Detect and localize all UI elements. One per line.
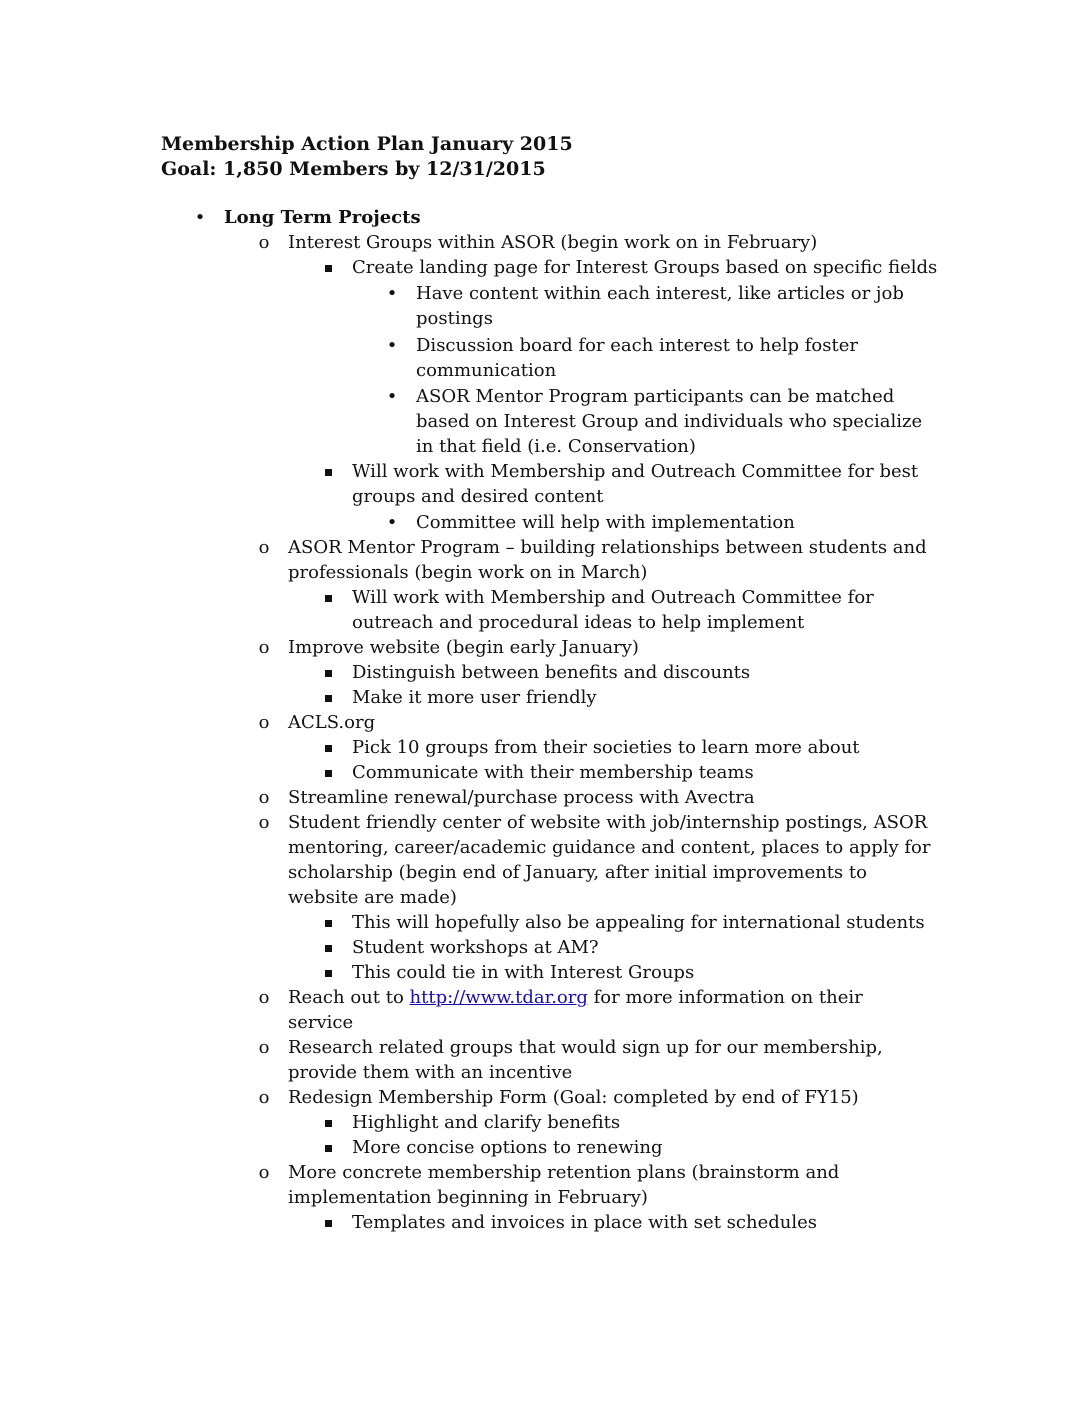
document-title: Membership Action Plan January 2015 bbox=[161, 133, 573, 155]
bullet-circle-icon: o bbox=[258, 1162, 270, 1183]
list-item-continuation: outreach and procedural ideas to help implement bbox=[352, 612, 805, 633]
bullet-square-icon bbox=[320, 960, 336, 985]
list-item-continuation: provide them with an incentive bbox=[288, 1062, 573, 1083]
bullet-dot-icon: • bbox=[386, 512, 398, 533]
list-item: Make it more user friendly bbox=[352, 687, 597, 708]
list-item: Research related groups that would sign up for our membership, bbox=[288, 1037, 883, 1058]
list-item-continuation: website are made) bbox=[288, 887, 457, 908]
tdar-link[interactable]: http://www.tdar.org bbox=[409, 987, 588, 1008]
bullet-square-icon bbox=[320, 459, 336, 484]
list-item: Student friendly center of website with job/internship postings, ASOR bbox=[288, 812, 928, 833]
list-item: This could tie in with Interest Groups bbox=[352, 962, 695, 983]
list-item: Highlight and clarify benefits bbox=[352, 1112, 621, 1133]
list-item: Redesign Membership Form (Goal: completed by end of FY15) bbox=[288, 1087, 859, 1108]
list-item: More concise options to renewing bbox=[352, 1137, 663, 1158]
list-item: Distinguish between benefits and discounts bbox=[352, 662, 751, 683]
bullet-square-icon bbox=[320, 935, 336, 960]
bullet-circle-icon: o bbox=[258, 1037, 270, 1058]
bullet-square-icon bbox=[320, 1210, 336, 1235]
bullet-dot-icon: • bbox=[386, 386, 398, 407]
bullet-dot-icon: • bbox=[386, 335, 398, 356]
bullet-dot-icon: • bbox=[386, 283, 398, 304]
list-item-continuation: implementation beginning in February) bbox=[288, 1187, 648, 1208]
list-item: Pick 10 groups from their societies to learn more about bbox=[352, 737, 860, 758]
bullet-square-icon bbox=[320, 760, 336, 785]
list-item bbox=[288, 985, 863, 1010]
document-goal: Goal: 1,850 Members by 12/31/2015 bbox=[161, 158, 546, 180]
list-item: Have content within each interest, like articles or job bbox=[416, 283, 904, 304]
bullet-circle-icon: o bbox=[258, 787, 270, 808]
list-item-continuation: service bbox=[288, 1012, 354, 1033]
list-item: ASOR Mentor Program – building relationships between students and bbox=[288, 537, 927, 558]
list-item: ACLS.org bbox=[288, 712, 376, 733]
bullet-circle-icon: o bbox=[258, 1087, 270, 1108]
list-item-continuation: communication bbox=[416, 360, 557, 381]
bullet-circle-icon: o bbox=[258, 637, 270, 658]
reach-text-before: Reach out to bbox=[288, 987, 410, 1008]
list-item: Improve website (begin early January) bbox=[288, 637, 639, 658]
bullet-square-icon bbox=[320, 255, 336, 280]
list-item-continuation: scholarship (begin end of January, after initial improvements to bbox=[288, 862, 867, 883]
bullet-circle-icon: o bbox=[258, 712, 270, 733]
bullet-square-icon bbox=[320, 1110, 336, 1135]
reach-text-after: for more information on their bbox=[587, 987, 863, 1008]
bullet-square-icon bbox=[320, 660, 336, 685]
list-item-continuation: mentoring, career/academic guidance and content, places to apply for bbox=[288, 837, 931, 858]
bullet-square-icon bbox=[320, 910, 336, 935]
list-item: Interest Groups within ASOR (begin work on in February) bbox=[288, 232, 818, 253]
list-item: More concrete membership retention plans (brainstorm and bbox=[288, 1162, 840, 1183]
bullet-square-icon bbox=[320, 1135, 336, 1160]
bullet-square-icon bbox=[320, 685, 336, 710]
bullet-circle-icon: o bbox=[258, 232, 270, 253]
bullet-dot-icon: • bbox=[194, 207, 206, 228]
list-item-continuation: groups and desired content bbox=[352, 486, 604, 507]
list-item: Communicate with their membership teams bbox=[352, 762, 754, 783]
list-item-continuation: based on Interest Group and individuals who specialize bbox=[416, 411, 923, 432]
list-item: Streamline renewal/purchase process with Avectra bbox=[288, 787, 755, 808]
bullet-circle-icon: o bbox=[258, 812, 270, 833]
list-item: Committee will help with implementation bbox=[416, 512, 795, 533]
bullet-square-icon bbox=[320, 585, 336, 610]
list-item: Create landing page for Interest Groups based on specific fields bbox=[352, 257, 938, 278]
bullet-square-icon bbox=[320, 735, 336, 760]
list-item: Student workshops at AM? bbox=[352, 937, 599, 958]
list-item-continuation: professionals (begin work on in March) bbox=[288, 562, 648, 583]
list-item: Discussion board for each interest to help foster bbox=[416, 335, 858, 356]
list-item-continuation: postings bbox=[416, 308, 493, 329]
list-item: Templates and invoices in place with set schedules bbox=[352, 1212, 817, 1233]
list-item: Will work with Membership and Outreach Committee for bbox=[352, 587, 874, 608]
list-item-continuation: in that field (i.e. Conservation) bbox=[416, 436, 696, 457]
section-heading: Long Term Projects bbox=[224, 207, 421, 228]
bullet-circle-icon: o bbox=[258, 987, 270, 1008]
bullet-circle-icon: o bbox=[258, 537, 270, 558]
list-item: ASOR Mentor Program participants can be matched bbox=[416, 386, 895, 407]
list-item: This will hopefully also be appealing for international students bbox=[352, 912, 925, 933]
list-item: Will work with Membership and Outreach Committee for best bbox=[352, 461, 919, 482]
